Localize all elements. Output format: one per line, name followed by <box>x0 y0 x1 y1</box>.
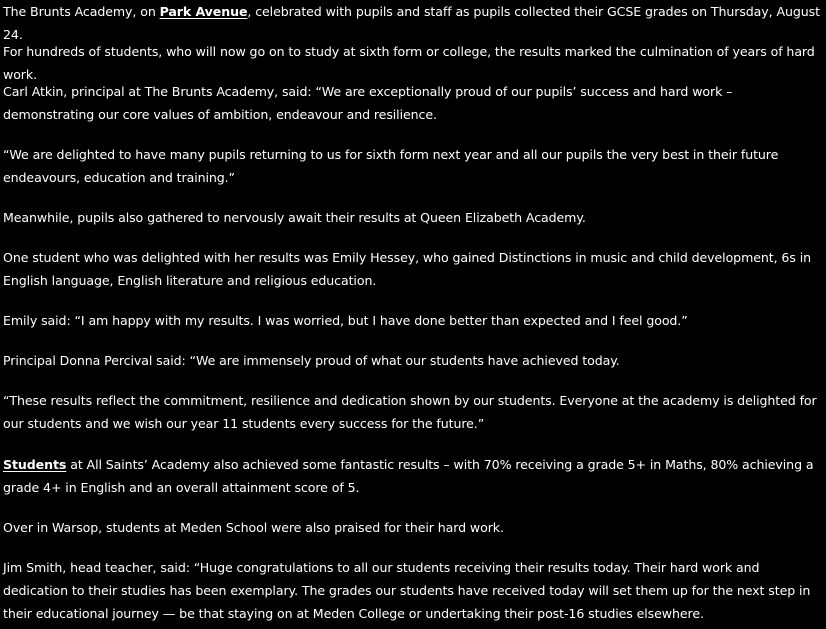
paragraph-6: One student who was delighted with her results was Emily Hessey, who gained Distinctions in music and child development, 6s in English language, English literature and religious education. <box>3 250 811 288</box>
paragraph-10 <box>3 453 821 499</box>
students-link[interactable]: Students <box>3 457 67 472</box>
paragraph-2: For hundreds of students, who will now go on to study at sixth form or college, the results marked the culmination of years of hard work. <box>3 44 815 82</box>
paragraph-9: “These results reflect the commitment, resilience and dedication shown by our students. Everyone at the academy is delighted for our students and we wish our year 11 students every success for the future.” <box>3 393 817 431</box>
paragraph-10-text: at All Saints’ Academy also achieved some fantastic results – with 70% receiving a grade 5+ in Maths, 80% achieving a grade 4+ in English and an overall attainment score of 5. <box>3 457 814 495</box>
park-avenue-link[interactable]: Park Avenue <box>159 4 248 19</box>
paragraph-5: Meanwhile, pupils also gathered to nervously await their results at Queen Elizabeth Academy. <box>3 210 586 225</box>
paragraph-4: “We are delighted to have many pupils returning to us for sixth form next year and all our pupils the very best in their future endeavours, education and training.” <box>3 147 779 185</box>
paragraph-3: Carl Atkin, principal at The Brunts Academy, said: “We are exceptionally proud of our pupils’ success and hard work – demonstrating our core values of ambition, endeavour and resilience. <box>3 84 733 122</box>
paragraph-12: Jim Smith, head teacher, said: “Huge congratulations to all our students receiving their results today. Their hard work and dedication to their studies has been exemplary. The grades our students have received today will set them up for the next step in their educational journey — be that staying on at Meden College or undertaking their post-16 studies elsewhere. <box>3 560 811 621</box>
paragraph-8: Principal Donna Percival said: “We are immensely proud of what our students have achieved today. <box>3 353 620 368</box>
paragraph-7: Emily said: “I am happy with my results. I was worried, but I have done better than expected and I feel good.” <box>3 313 688 328</box>
paragraph-1-text-end: , celebrated with pupils and staff as pupils collected their GCSE grades on Thursday, August 24. <box>3 4 820 42</box>
paragraph-1-text-start: The Brunts Academy, on <box>3 4 160 19</box>
paragraph-11: Over in Warsop, students at Meden School were also praised for their hard work. <box>3 520 504 535</box>
